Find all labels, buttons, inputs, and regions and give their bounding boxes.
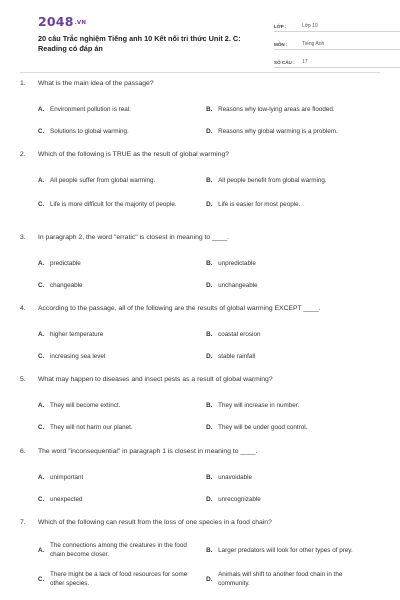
option-text: Reasons why low-lying areas are flooded. — [218, 105, 335, 113]
option-text: Reasons why global warming is a problem. — [218, 127, 338, 135]
logo-text: 2048 — [38, 14, 74, 29]
option-b[interactable] — [206, 398, 382, 412]
option-d[interactable] — [206, 568, 382, 590]
option-text: The connections among the creatures in the food chain become closer. — [50, 542, 187, 558]
option-a[interactable] — [38, 256, 206, 270]
option-text: predictable — [50, 259, 81, 267]
option-c[interactable] — [38, 124, 206, 138]
logo-suffix: .VN — [74, 19, 87, 26]
option-d[interactable] — [206, 193, 382, 215]
option-d[interactable] — [206, 278, 382, 292]
header-divider — [20, 72, 380, 73]
option-letter: B. — [206, 105, 213, 113]
page-title: 20 câu Trắc nghiệm Tiếng anh 10 Kết nối tri thức Unit 2. C: Reading có đáp án — [38, 34, 241, 53]
site-logo[interactable] — [38, 14, 86, 29]
option-letter: A. — [38, 330, 45, 338]
option-text: They will increase in number. — [218, 401, 300, 409]
option-a[interactable] — [38, 327, 206, 341]
option-letter: D. — [206, 281, 213, 289]
option-b[interactable] — [206, 173, 382, 187]
question-text: Which of the following can result from the loss of one species in a food chain? — [38, 519, 272, 526]
option-c[interactable] — [38, 193, 206, 215]
question-text: What is the main idea of the passage? — [38, 80, 154, 87]
question-number: 4. — [20, 305, 26, 312]
question-number: 2. — [20, 151, 26, 158]
question-7 — [20, 519, 382, 590]
worksheet-meta — [274, 14, 400, 68]
option-letter: B. — [206, 546, 213, 554]
meta-subject-value: Tiếng Anh — [302, 41, 325, 47]
option-letter: A. — [38, 176, 45, 184]
meta-count-value: 17 — [302, 59, 308, 65]
question-number: 5. — [20, 376, 26, 383]
meta-count-label: SỐ CÂU : — [274, 60, 295, 65]
option-letter: A. — [38, 105, 45, 113]
option-b[interactable] — [206, 256, 382, 270]
option-text: Life is easier for most people. — [218, 200, 301, 208]
question-1 — [20, 80, 382, 138]
question-2 — [20, 151, 382, 215]
option-text: Animals will shift to another food chain in the community. — [218, 571, 343, 587]
option-letter: B. — [206, 401, 213, 409]
option-b[interactable] — [206, 539, 382, 561]
option-text: They will not harm our planet. — [50, 423, 133, 431]
option-letter: A. — [38, 473, 45, 481]
option-text: unavoidable — [218, 473, 253, 481]
option-b[interactable] — [206, 470, 382, 484]
option-c[interactable] — [38, 568, 206, 590]
option-a[interactable] — [38, 398, 206, 412]
option-letter: B. — [206, 259, 213, 267]
question-number: 6. — [20, 448, 26, 455]
option-text: They will become extinct. — [50, 401, 121, 409]
meta-class-row — [274, 14, 400, 32]
option-b[interactable] — [206, 327, 382, 341]
option-letter: A. — [38, 546, 45, 554]
option-text: unpredictable — [218, 259, 256, 267]
worksheet-header — [18, 0, 382, 72]
question-text: According to the passage, all of the following are the results of global warming EXCEPT ____. — [38, 305, 321, 312]
option-a[interactable] — [38, 470, 206, 484]
option-text: There might be a lack of food resources for some other species. — [50, 571, 188, 587]
option-letter: B. — [206, 473, 213, 481]
question-text: In paragraph 2, the word "erratic" is closest in meaning to ____. — [38, 234, 230, 241]
option-d[interactable] — [206, 349, 382, 363]
option-b[interactable] — [206, 102, 382, 116]
option-text: Life is more difficult for the majority of people. — [50, 200, 177, 208]
option-letter: D. — [206, 200, 213, 208]
question-text: What may happen to diseases and insect pests as a result of global warming? — [38, 376, 273, 383]
option-letter: C. — [38, 575, 45, 583]
meta-class-label: LỚP : — [274, 24, 287, 29]
option-c[interactable] — [38, 420, 206, 434]
option-a[interactable] — [38, 102, 206, 116]
question-number: 1. — [20, 80, 26, 87]
option-text: stable rainfall — [218, 352, 256, 360]
option-text: All people benefit from global warming. — [218, 176, 327, 184]
question-number: 3. — [20, 234, 26, 241]
option-text: changeable — [50, 281, 83, 289]
option-text: Solutions to global warming. — [50, 127, 129, 135]
option-a[interactable] — [38, 173, 206, 187]
question-text: The word "inconsequential" in paragraph 1 is closest in meaning to ____. — [38, 448, 258, 455]
option-text: higher temperature — [50, 330, 104, 338]
option-letter: B. — [206, 330, 213, 338]
option-letter: A. — [38, 259, 45, 267]
option-text: They will be under good control. — [218, 423, 308, 431]
option-text: increasing sea level — [50, 352, 106, 360]
option-text: unimportant — [50, 473, 84, 481]
question-5 — [20, 376, 382, 434]
option-text: Environment pollution is real. — [50, 105, 131, 113]
option-letter: D. — [206, 423, 213, 431]
option-c[interactable] — [38, 278, 206, 292]
option-letter: A. — [38, 401, 45, 409]
option-text: unexpected — [50, 495, 83, 503]
option-d[interactable] — [206, 420, 382, 434]
question-4 — [20, 305, 382, 363]
option-letter: D. — [206, 352, 213, 360]
question-6 — [20, 448, 382, 506]
option-letter: C. — [38, 423, 45, 431]
question-number: 7. — [20, 519, 26, 526]
option-text: unchangeable — [218, 281, 258, 289]
option-a[interactable] — [38, 539, 206, 561]
question-text: Which of the following is TRUE as the result of global warming? — [38, 151, 230, 158]
option-d[interactable] — [206, 124, 382, 138]
option-letter: C. — [38, 127, 45, 135]
option-letter: C. — [38, 200, 45, 208]
option-letter: B. — [206, 176, 213, 184]
option-text: coastal erosion — [218, 330, 261, 338]
option-letter: C. — [38, 281, 45, 289]
option-letter: C. — [38, 495, 45, 503]
meta-subject-row — [274, 32, 400, 50]
option-letter: D. — [206, 127, 213, 135]
option-text: Larger predators will look for other types of prey. — [218, 546, 353, 554]
option-letter: D. — [206, 495, 213, 503]
option-text: All people suffer from global warming. — [50, 176, 156, 184]
question-3 — [20, 234, 382, 292]
option-text: unrecognizable — [218, 495, 261, 503]
option-d[interactable] — [206, 492, 382, 506]
meta-subject-label: MÔN : — [274, 42, 288, 47]
option-c[interactable] — [38, 492, 206, 506]
meta-class-value: Lớp 10 — [302, 23, 318, 29]
option-letter: D. — [206, 575, 213, 583]
option-letter: C. — [38, 352, 45, 360]
option-c[interactable] — [38, 349, 206, 363]
meta-count-row — [274, 50, 400, 68]
